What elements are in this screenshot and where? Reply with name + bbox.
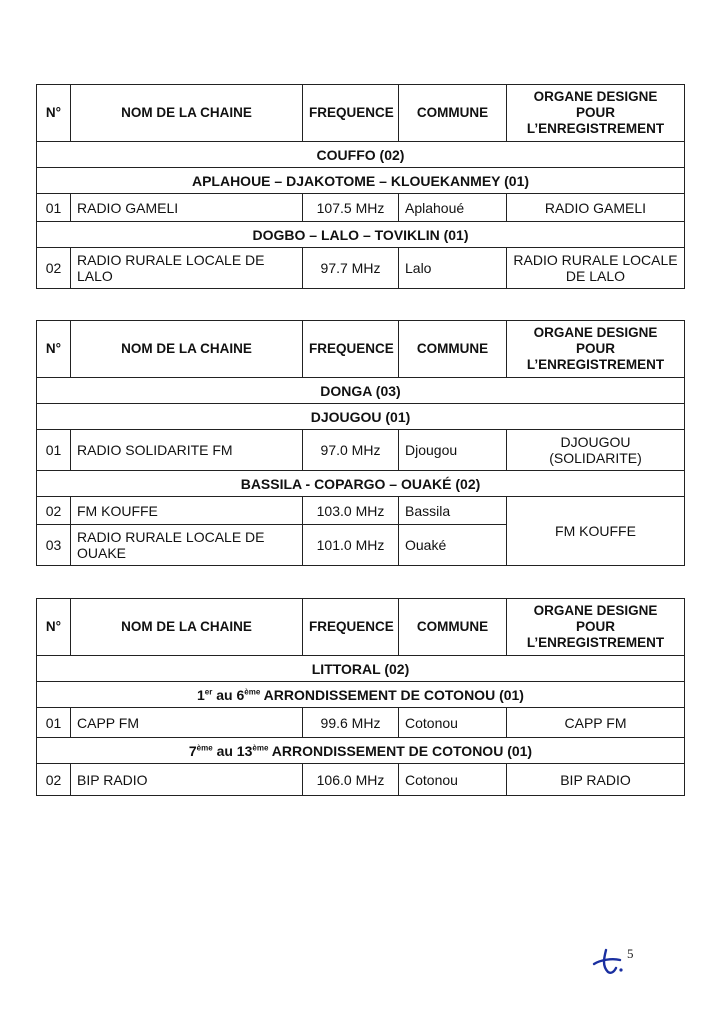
cell-num: 02	[37, 248, 71, 289]
table-row	[37, 497, 685, 525]
zone-part: au 13	[212, 742, 253, 759]
zone-part: ARRONDISSEMENT DE COTONOU (01)	[260, 686, 524, 703]
header-frequency: FREQUENCE	[303, 599, 399, 656]
department-title: COUFFO (02)	[37, 142, 685, 168]
zone-part: 7	[188, 742, 197, 759]
header-organe-line-3: L’ENREGISTREMENT	[526, 635, 665, 650]
header-frequency: FREQUENCE	[303, 85, 399, 142]
cell-commune: Ouaké	[399, 525, 507, 566]
header-num: N°	[37, 599, 71, 656]
zone-title: DJOUGOU (01)	[37, 404, 685, 430]
cell-commune: Aplahoué	[399, 194, 507, 222]
zone-superscript: ème	[196, 742, 213, 752]
cell-frequency: 97.0 MHz	[303, 430, 399, 471]
cell-num: 02	[37, 764, 71, 796]
department-title: DONGA (03)	[37, 378, 685, 404]
header-num: N°	[37, 85, 71, 142]
cell-frequency: 101.0 MHz	[303, 525, 399, 566]
cell-frequency: 107.5 MHz	[303, 194, 399, 222]
header-organe-line-2: POUR	[575, 341, 615, 356]
header-organe-line-1: ORGANE DESIGNE	[533, 89, 658, 104]
zone-superscript: ème	[244, 686, 261, 696]
table-row	[37, 430, 685, 471]
cell-organe-shared: FM KOUFFE	[507, 497, 685, 566]
header-commune: COMMUNE	[399, 85, 507, 142]
cell-num: 02	[37, 497, 71, 525]
header-organe-line-3: L’ENREGISTREMENT	[526, 121, 665, 136]
cell-commune: Bassila	[399, 497, 507, 525]
table-row	[37, 764, 685, 796]
cell-organe: RADIO RURALE LOCALE DE LALO	[507, 248, 685, 289]
zone-part: ARRONDISSEMENT DE COTONOU (01)	[268, 742, 533, 759]
cell-organe: RADIO GAMELI	[507, 194, 685, 222]
header-name: NOM DE LA CHAINE	[71, 321, 303, 378]
cell-name: BIP RADIO	[71, 764, 303, 796]
table-row	[37, 194, 685, 222]
cell-commune: Djougou	[399, 430, 507, 471]
cell-frequency: 103.0 MHz	[303, 497, 399, 525]
table-littoral	[36, 598, 685, 796]
header-organe-line-2: POUR	[575, 619, 615, 634]
page-number: 5	[627, 946, 634, 961]
cell-commune: Cotonou	[399, 764, 507, 796]
zone-title	[37, 682, 685, 708]
zone-superscript: ème	[252, 742, 269, 752]
header-commune: COMMUNE	[399, 321, 507, 378]
cell-frequency: 106.0 MHz	[303, 764, 399, 796]
cell-num: 01	[37, 708, 71, 738]
table-row	[37, 248, 685, 289]
header-organe-line-2: POUR	[575, 105, 615, 120]
handwritten-initials	[590, 946, 626, 976]
department-title: LITTORAL (02)	[37, 656, 685, 682]
zone-title: BASSILA - COPARGO – OUAKÉ (02)	[37, 471, 685, 497]
header-name: NOM DE LA CHAINE	[71, 599, 303, 656]
header-organe-line-1: ORGANE DESIGNE	[533, 603, 658, 618]
cell-num: 03	[37, 525, 71, 566]
cell-commune: Lalo	[399, 248, 507, 289]
table-header-row	[37, 85, 685, 142]
header-num: N°	[37, 321, 71, 378]
cell-name: RADIO RURALE LOCALE DE OUAKE	[71, 525, 303, 566]
cell-frequency: 97.7 MHz	[303, 248, 399, 289]
header-organe	[507, 599, 685, 656]
cell-organe: CAPP FM	[507, 708, 685, 738]
header-organe	[507, 85, 685, 142]
table-donga	[36, 320, 685, 566]
cell-organe: BIP RADIO	[507, 764, 685, 796]
header-organe-line-3: L’ENREGISTREMENT	[526, 357, 665, 372]
cell-commune: Cotonou	[399, 708, 507, 738]
zone-title: APLAHOUE – DJAKOTOME – KLOUEKANMEY (01)	[37, 168, 685, 194]
cell-name: RADIO GAMELI	[71, 194, 303, 222]
header-name: NOM DE LA CHAINE	[71, 85, 303, 142]
header-organe	[507, 321, 685, 378]
zone-part: 1	[197, 686, 205, 703]
header-frequency: FREQUENCE	[303, 321, 399, 378]
table-couffo	[36, 84, 685, 289]
zone-title	[37, 738, 685, 764]
zone-part: au 6	[212, 686, 245, 703]
cell-num: 01	[37, 430, 71, 471]
cell-num: 01	[37, 194, 71, 222]
cell-organe: DJOUGOU (SOLIDARITE)	[507, 430, 685, 471]
zone-superscript: er	[204, 686, 213, 696]
header-commune: COMMUNE	[399, 599, 507, 656]
table-header-row	[37, 599, 685, 656]
cell-name: RADIO SOLIDARITE FM	[71, 430, 303, 471]
cell-name: RADIO RURALE LOCALE DE LALO	[71, 248, 303, 289]
table-row	[37, 708, 685, 738]
cell-name: CAPP FM	[71, 708, 303, 738]
cell-name: FM KOUFFE	[71, 497, 303, 525]
table-header-row	[37, 321, 685, 378]
header-organe-line-1: ORGANE DESIGNE	[533, 325, 658, 340]
zone-title: DOGBO – LALO – TOVIKLIN (01)	[37, 222, 685, 248]
cell-frequency: 99.6 MHz	[303, 708, 399, 738]
